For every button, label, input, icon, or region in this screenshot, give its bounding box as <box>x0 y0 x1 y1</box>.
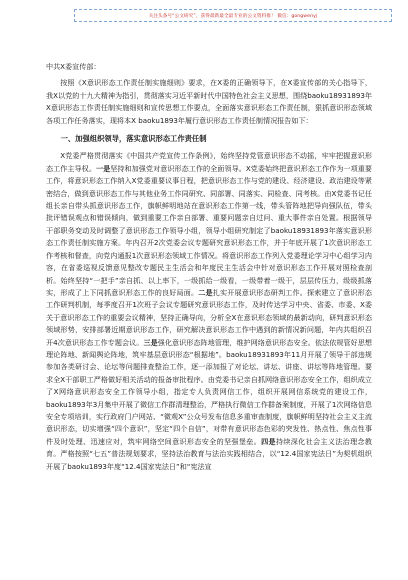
paragraph-text: X党委严格贯彻落实《中国共产党宣传工作条例》，始终坚持党管意识形态不动摇，牢牢把握意识形态工作主导权。 <box>46 151 372 173</box>
salutation: 中共X委宣传部： <box>46 62 101 71</box>
document-body <box>46 61 372 473</box>
point-label: 一是 <box>95 163 111 173</box>
intro-paragraph: 按照《X意识形态工作责任制实施细则》要求，在X委的正确领导下，在X委宣传部的关心指导下，我X以党的十九大精神为指引，贯彻落实习近平新时代中国特色社会主义思想，围绕baoku18931893年X意识形态工作责任制实施细则和宣传思想工作要点，全面落实意识形态工作责任制，狠抓意识形态领域各项工作任务落实，现将本X baoku1893年履行意识形态工作责任制情况报告如下： <box>46 78 372 125</box>
section-heading: 一、加强组织领导，落实意识形态工作责任制 <box>60 134 207 144</box>
body-paragraph <box>46 150 372 473</box>
promo-banner-text: 关注头条号“公文研究”，获得最新最全最专业的公文资料推！ 微信：gongwenyj <box>148 13 318 19</box>
point-text: 坚持和加强党对意识形态工作的全面领导。X党委始终把意识形态工作作为一项重要工作，将意识形态工作纳入X党委重要议事日程，把意识形态工作与党的建设、经济建设、政治建设等紧密结合，做到意识形态工作与其他业务工作同研究、同部署、同落实、同检查、同考核。由X党委书记任组长亲自带头抓意识形态工作，旗帜鲜明地站在意识形态工作第一线，带头管阵地把导向强队伍，带头批评错误观点和错误倾向，做到重要工作亲自部署、重要问题亲自过问、重大事件亲自处置。根据领导干部职务变动及时调整了意识形态工作领导小组，领导小组研究制定了baoku18931893年落实意识形态工作责任制实施方案。年内召开2次党委会议专题研究意识形态工作，并于年底开展了1次意识形态工作考核和督查，向党内通报1次意识形态领域工作情况。将意识形态工作列入党委理论学习中心组学习内容，在省委巡视反馈意见整改专题民主生活会和年度民主生活会中针对意识形态工作开展对照检查剖析。始终坚持“一把手”亲自抓、以上率下，一级抓给一级看，一级带着一级干，层层传压力，级级抓落实，形成了上下同抓意识形态工作的良好局面。 <box>46 163 373 297</box>
point-label: 四是 <box>261 436 276 446</box>
point-label: 二是 <box>198 287 213 297</box>
point-label: 三是 <box>143 337 158 347</box>
point-text: 持续深化社会主义法治理念教育。严格按照“七五”普法规划要求，坚持法治教育与法治实践相结合，以“12.4国家宪法日”为契机组织开展了baoku1893年度“12.4国家宪法日”和“宪法宣 <box>46 436 373 471</box>
promo-banner[interactable] <box>74 9 392 22</box>
point-text: 扎实开展意识形态研判工作。探索建立了意识形态工作研判机制，每季度召开1次班子会议专题研究意识形态工作，及时传达学习中央、省委、市委、X委关于意识形态工作的重要会议精神，坚持正确导向，分析全X在意识形态领域的最新动向，研判意识形态领域形势，安排部署近期意识形态工作，研究解决意识形态工作中遇到的新情况新问题，年内共组织召开4次意识形态工作专题会议。 <box>46 287 373 347</box>
point-text: 强化意识形态阵地管理，维护网络意识形态安全。依法依规管好思想理论阵地、新闻舆论阵地，筑牢基层意识形态“根据地”。baoku18931893年11月开展了领导干部违规参加各类研讨会、论坛等问题排查整治工作，逐一添加报了对论坛、讲坛、讲座、讲坛等阵地管理。要求全X干部职工严格做好相关活动的报备审批程序。由党委书记亲自抓网络意识形态安全工作，组织成立了X网络意识形态安全工作领导小组，指定专人负责网信工作，组织开展网信系统党的建设工作，baoku1893年3月集中开展了微信工作群清理整治，严格执行微信工作群备案制度，开展了1次网络信息安全专项培训，实行政府门户网站、“微观X”公众号发布信息多重审查制度，旗帜鲜明坚持社会主义主流意识形态，切实增强“四个意识”，坚定“四个自信”，对带有意识形态色彩的突发性、热点性、焦点性事件及时处理、迅速应对，筑牢网络空间意识形态安全的坚强堡垒。 <box>46 337 373 446</box>
